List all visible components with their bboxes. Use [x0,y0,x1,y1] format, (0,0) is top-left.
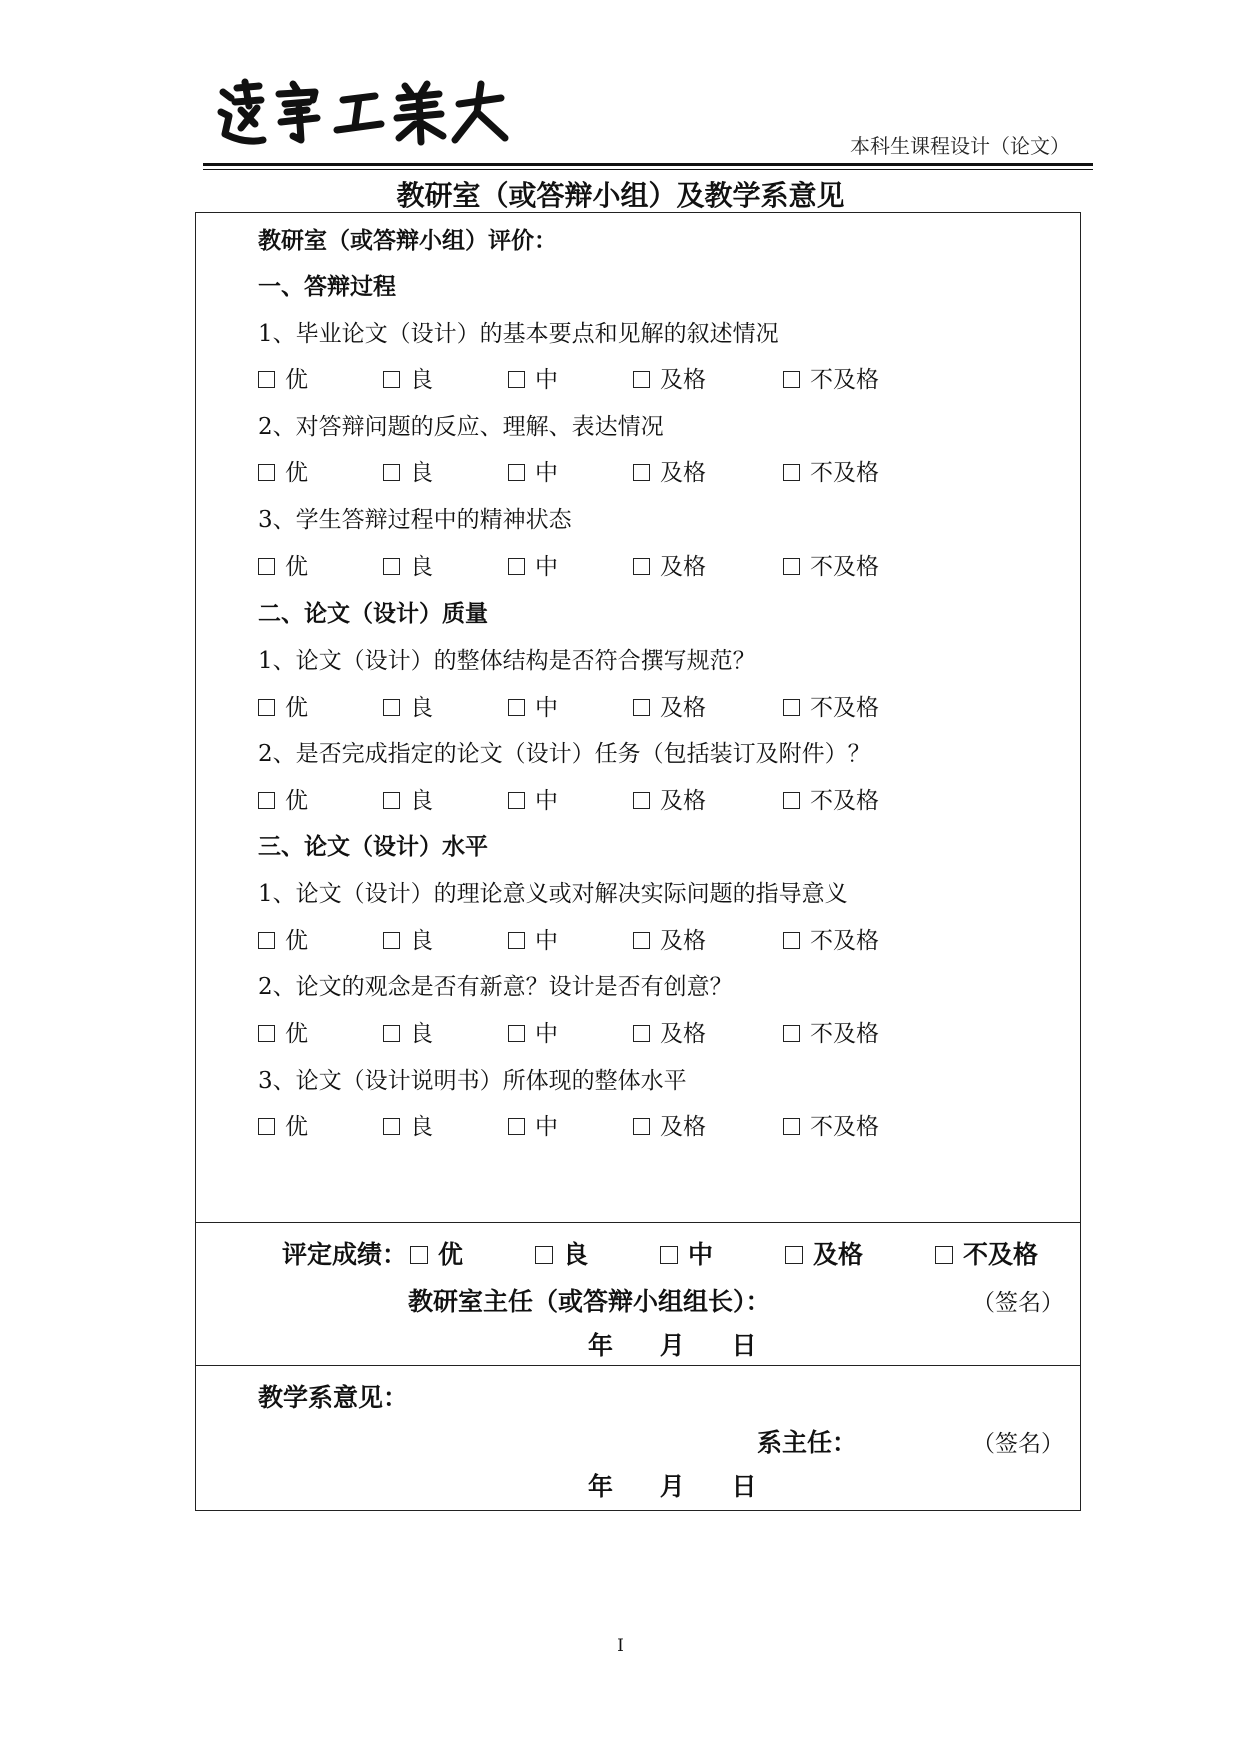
date-month: 月 [659,1472,685,1501]
rating-option-pass[interactable]: 及格 [633,1108,706,1141]
rating-option-pass[interactable]: 及格 [633,361,706,394]
checkbox-icon[interactable] [633,1118,650,1135]
grade-option-fail[interactable]: 不及格 [935,1235,1038,1271]
rating-option-pass[interactable]: 及格 [633,454,706,487]
rating-option-average[interactable]: 中 [508,782,558,815]
rating-option-excellent[interactable]: 优 [258,689,308,722]
date-line [588,1467,756,1503]
checkbox-icon[interactable] [783,932,800,949]
rating-option-fail[interactable]: 不及格 [783,1015,879,1048]
signature-note: （签名） [972,1431,1064,1457]
checkbox-icon[interactable] [410,1246,428,1264]
checkbox-icon[interactable] [258,464,275,481]
rating-option-fail[interactable]: 不及格 [783,782,879,815]
checkbox-icon[interactable] [785,1246,803,1264]
checkbox-icon[interactable] [258,932,275,949]
rating-option-excellent[interactable]: 优 [258,454,308,487]
checkbox-icon[interactable] [258,371,275,388]
rating-option-good[interactable]: 良 [383,922,433,955]
calligraphy-logo-icon [215,78,525,150]
rating-option-average[interactable]: 中 [508,689,558,722]
criterion-item: 3、论文（设计说明书）所体现的整体水平 [258,1068,687,1094]
rating-option-average[interactable]: 中 [508,361,558,394]
date-day: 日 [731,1331,757,1360]
rating-option-average[interactable]: 中 [508,1015,558,1048]
evaluation-heading: 教研室（或答辩小组）评价： [258,227,557,254]
part-heading: 一、答辩过程 [258,273,396,300]
department-opinion-heading: 教学系意见： [258,1383,409,1412]
criterion-item: 2、对答辩问题的反应、理解、表达情况 [258,414,664,440]
checkbox-icon[interactable] [660,1246,678,1264]
rating-option-excellent[interactable]: 优 [258,782,308,815]
checkbox-icon[interactable] [508,932,525,949]
rating-option-fail[interactable]: 不及格 [783,361,879,394]
checkbox-icon[interactable] [508,371,525,388]
rating-option-good[interactable]: 良 [383,1015,433,1048]
checkbox-icon[interactable] [508,792,525,809]
rating-option-average[interactable]: 中 [508,922,558,955]
rating-option-pass[interactable]: 及格 [633,548,706,581]
checkbox-icon[interactable] [535,1246,553,1264]
checkbox-icon[interactable] [258,1118,275,1135]
rating-option-good[interactable]: 良 [383,548,433,581]
part-heading: 三、论文（设计）水平 [258,833,488,860]
checkbox-icon[interactable] [508,699,525,716]
checkbox-icon[interactable] [258,1025,275,1042]
checkbox-icon[interactable] [935,1246,953,1264]
rating-option-average[interactable]: 中 [508,1108,558,1141]
rating-option-excellent[interactable]: 优 [258,1108,308,1141]
checkbox-icon[interactable] [633,558,650,575]
grade-option-good[interactable]: 良 [535,1235,588,1271]
checkbox-icon[interactable] [783,464,800,481]
grade-option-pass[interactable]: 及格 [785,1235,863,1271]
rating-option-excellent[interactable]: 优 [258,361,308,394]
rating-option-excellent[interactable]: 优 [258,1015,308,1048]
checkbox-icon[interactable] [633,699,650,716]
final-grade-row [282,1235,407,1271]
form-title: 教研室（或答辩小组）及教学系意见 [396,179,845,212]
rating-option-good[interactable]: 良 [383,454,433,487]
criterion-item: 1、论文（设计）的理论意义或对解决实际问题的指导意义 [258,881,848,907]
director-signature-label: 教研室主任（或答辩小组组长）： [408,1287,771,1316]
criterion-item: 3、学生答辩过程中的精神状态 [258,507,572,533]
checkbox-icon[interactable] [783,371,800,388]
criterion-item: 1、毕业论文（设计）的基本要点和见解的叙述情况 [258,321,779,347]
document-type-label: 本科生课程设计（论文） [850,134,1070,158]
checkbox-icon[interactable] [383,932,400,949]
header-rule-thick [203,163,1093,166]
rating-option-excellent[interactable]: 优 [258,548,308,581]
checkbox-icon[interactable] [633,792,650,809]
checkbox-icon[interactable] [508,464,525,481]
checkbox-icon[interactable] [633,1025,650,1042]
rating-option-good[interactable]: 良 [383,782,433,815]
checkbox-icon[interactable] [383,1118,400,1135]
checkbox-icon[interactable] [508,1025,525,1042]
signature-note: （签名） [972,1290,1064,1316]
checkbox-icon[interactable] [258,558,275,575]
grade-option-average[interactable]: 中 [660,1235,713,1271]
checkbox-icon[interactable] [783,1025,800,1042]
checkbox-icon[interactable] [783,699,800,716]
checkbox-icon[interactable] [508,1118,525,1135]
grade-option-excellent[interactable]: 优 [410,1235,463,1271]
rating-option-fail[interactable]: 不及格 [783,1108,879,1141]
rating-option-pass[interactable]: 及格 [633,922,706,955]
rating-option-pass[interactable]: 及格 [633,782,706,815]
department-head-label: 系主任： [757,1428,858,1457]
date-month: 月 [659,1331,685,1360]
header-rule-thin [203,169,1093,170]
rating-option-excellent[interactable]: 优 [258,922,308,955]
rating-option-good[interactable]: 良 [383,361,433,394]
criterion-item: 2、论文的观念是否有新意？设计是否有创意？ [258,974,733,1000]
checkbox-icon[interactable] [783,558,800,575]
part-heading: 二、论文（设计）质量 [258,600,488,627]
criterion-item: 2、是否完成指定的论文（设计）任务（包括装订及附件）？ [258,741,871,767]
rating-option-average[interactable]: 中 [508,548,558,581]
checkbox-icon[interactable] [508,558,525,575]
checkbox-icon[interactable] [258,699,275,716]
checkbox-icon[interactable] [633,371,650,388]
date-year: 年 [588,1331,614,1360]
rating-option-fail[interactable]: 不及格 [783,689,879,722]
rating-option-fail[interactable]: 不及格 [783,454,879,487]
checkbox-icon[interactable] [258,792,275,809]
checkbox-icon[interactable] [383,464,400,481]
date-day: 日 [731,1472,757,1501]
criterion-item: 1、论文（设计）的整体结构是否符合撰写规范？ [258,648,756,674]
university-logo [215,78,525,150]
rating-option-fail[interactable]: 不及格 [783,548,879,581]
checkbox-icon[interactable] [633,932,650,949]
checkbox-icon[interactable] [783,1118,800,1135]
rating-option-average[interactable]: 中 [508,454,558,487]
checkbox-icon[interactable] [783,792,800,809]
rating-option-good[interactable]: 良 [383,1108,433,1141]
checkbox-icon[interactable] [383,792,400,809]
rating-option-fail[interactable]: 不及格 [783,922,879,955]
date-year: 年 [588,1472,614,1501]
checkbox-icon[interactable] [383,558,400,575]
rating-option-pass[interactable]: 及格 [633,689,706,722]
page-number: I [617,1636,624,1656]
date-line [588,1326,756,1362]
checkbox-icon[interactable] [383,371,400,388]
rating-option-good[interactable]: 良 [383,689,433,722]
rating-option-pass[interactable]: 及格 [633,1015,706,1048]
checkbox-icon[interactable] [383,1025,400,1042]
checkbox-icon[interactable] [383,699,400,716]
checkbox-icon[interactable] [633,464,650,481]
final-grade-label: 评定成绩： [282,1240,408,1269]
